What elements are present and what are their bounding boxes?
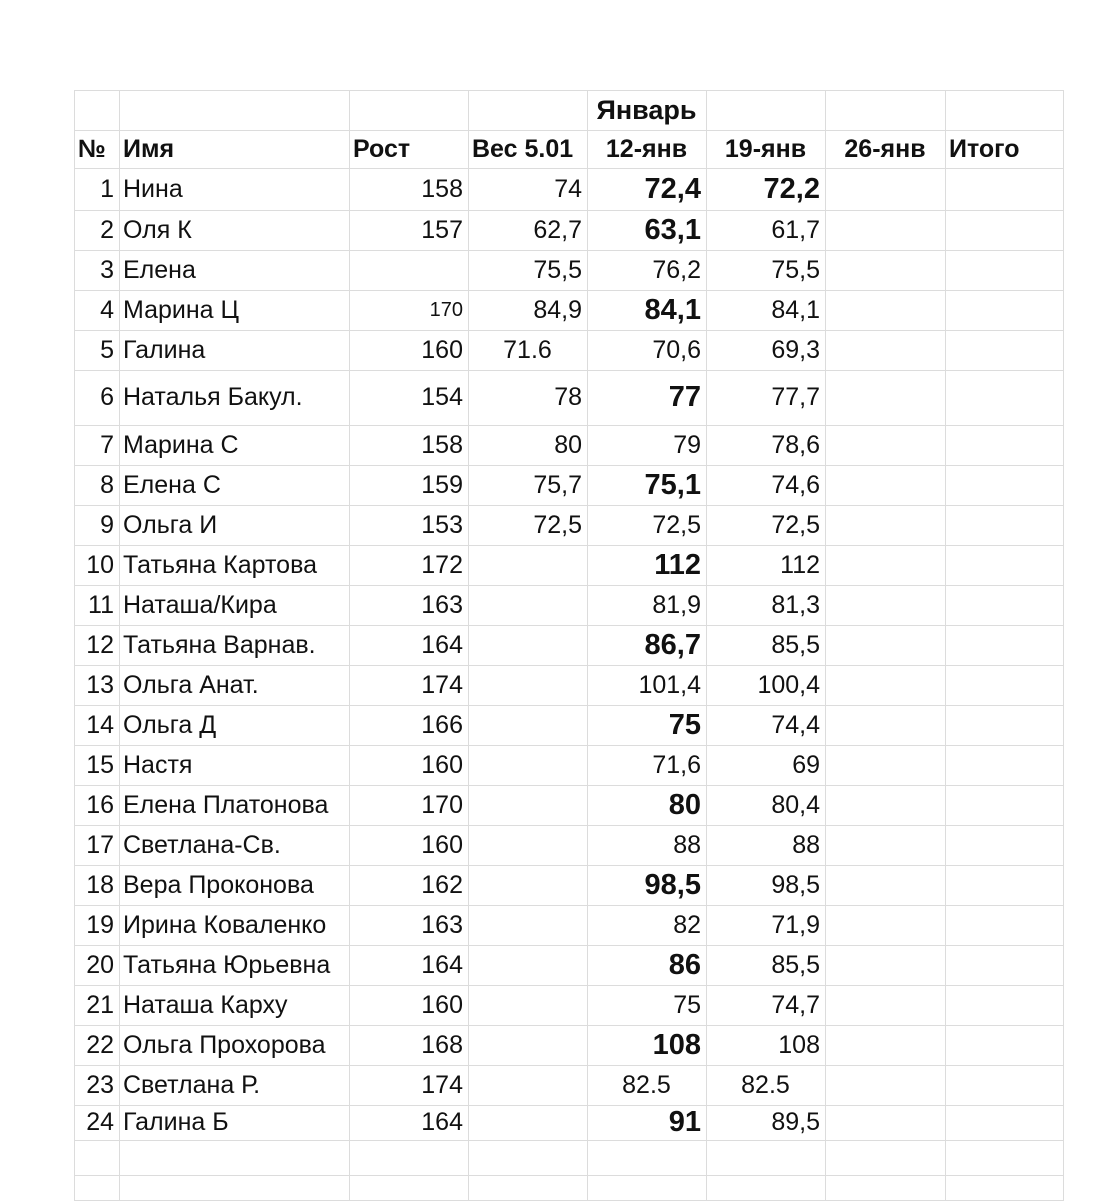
weight-0501-cell[interactable] bbox=[468, 865, 587, 905]
height-cell[interactable]: 164 bbox=[421, 1108, 463, 1136]
weight-1201-cell[interactable]: 75 bbox=[668, 708, 701, 741]
row-number-cell[interactable]: 9 bbox=[100, 510, 114, 539]
name-cell[interactable]: Елена Платонова bbox=[123, 790, 329, 819]
weight-0501-cell[interactable] bbox=[468, 665, 587, 705]
table-row bbox=[74, 505, 1064, 545]
name-cell[interactable]: Марина Ц bbox=[123, 295, 240, 324]
column-header-row bbox=[74, 130, 1064, 168]
weight-2601-cell[interactable] bbox=[825, 705, 945, 745]
row-number-cell[interactable]: 23 bbox=[86, 1070, 114, 1099]
table-row bbox=[74, 945, 1064, 985]
height-cell[interactable]: 158 bbox=[421, 174, 463, 203]
weight-1901-cell[interactable]: 98,5 bbox=[771, 870, 820, 899]
weight-2601-cell[interactable] bbox=[825, 290, 945, 330]
weight-2601-cell[interactable] bbox=[825, 865, 945, 905]
name-cell[interactable]: Ирина Коваленко bbox=[123, 910, 327, 939]
weight-0501-cell[interactable] bbox=[468, 945, 587, 985]
name-cell[interactable]: Галина Б bbox=[123, 1108, 229, 1136]
weight-1901-cell[interactable]: 74,4 bbox=[771, 710, 820, 739]
table-row bbox=[74, 330, 1064, 370]
total-cell[interactable] bbox=[945, 905, 1064, 945]
weight-1901-cell[interactable]: 69 bbox=[792, 750, 820, 779]
name-cell[interactable]: Ольга Анат. bbox=[123, 670, 259, 699]
weight-1201-cell[interactable]: 79 bbox=[673, 430, 701, 459]
row-number-cell[interactable]: 7 bbox=[100, 430, 114, 459]
weight-1201-cell[interactable]: 80 bbox=[668, 788, 701, 821]
weight-1901-cell[interactable]: 74,6 bbox=[771, 470, 820, 499]
total-cell[interactable] bbox=[945, 625, 1064, 665]
table-row bbox=[74, 1065, 1064, 1105]
weight-1201-cell[interactable]: 82 bbox=[673, 910, 701, 939]
weight-1901-cell[interactable]: 108 bbox=[778, 1030, 820, 1059]
weight-0501-cell[interactable] bbox=[468, 1065, 587, 1105]
grid-row-line bbox=[74, 1175, 1064, 1176]
total-cell[interactable] bbox=[945, 425, 1064, 465]
table-row bbox=[74, 1025, 1064, 1065]
weight-1901-cell[interactable]: 82.5 bbox=[741, 1070, 790, 1099]
weight-0501-cell[interactable]: 72,5 bbox=[533, 510, 582, 539]
weight-2601-cell[interactable] bbox=[825, 625, 945, 665]
total-cell[interactable] bbox=[945, 505, 1064, 545]
weight-0501-cell[interactable]: 71.6 bbox=[503, 335, 552, 364]
weight-2601-cell[interactable] bbox=[825, 745, 945, 785]
row-number-cell[interactable]: 2 bbox=[100, 215, 114, 244]
weight-0501-cell[interactable]: 84,9 bbox=[533, 295, 582, 324]
weight-1201-cell[interactable]: 72,4 bbox=[644, 172, 701, 205]
name-cell[interactable]: Марина С bbox=[123, 430, 239, 459]
total-cell[interactable] bbox=[945, 1065, 1064, 1105]
weight-2601-cell[interactable] bbox=[825, 665, 945, 705]
header-weight-2601-cell[interactable]: 26-янв bbox=[844, 134, 926, 163]
weight-1901-cell[interactable]: 72,5 bbox=[771, 510, 820, 539]
row-number-cell[interactable]: 3 bbox=[100, 255, 114, 284]
table-row bbox=[74, 585, 1064, 625]
weight-2601-cell[interactable] bbox=[825, 425, 945, 465]
total-cell[interactable] bbox=[945, 250, 1064, 290]
table-row bbox=[74, 625, 1064, 665]
weight-2601-cell[interactable] bbox=[825, 985, 945, 1025]
row-number-cell[interactable]: 21 bbox=[86, 990, 114, 1019]
row-number-cell[interactable]: 22 bbox=[86, 1030, 114, 1059]
weight-1201-cell[interactable]: 71,6 bbox=[652, 750, 701, 779]
row-number-cell[interactable]: 4 bbox=[100, 295, 114, 324]
row-number-cell[interactable]: 19 bbox=[86, 910, 114, 939]
total-cell[interactable] bbox=[945, 290, 1064, 330]
height-cell[interactable]: 162 bbox=[421, 870, 463, 899]
weight-2601-cell[interactable] bbox=[825, 505, 945, 545]
table-row bbox=[74, 785, 1064, 825]
row-number-cell[interactable]: 15 bbox=[86, 750, 114, 779]
row-number-cell[interactable]: 14 bbox=[86, 710, 114, 739]
height-cell[interactable]: 166 bbox=[421, 710, 463, 739]
name-cell[interactable]: Вера Проконова bbox=[123, 870, 314, 899]
name-cell[interactable]: Елена С bbox=[123, 470, 221, 499]
name-cell[interactable]: Наташа Карху bbox=[123, 990, 288, 1019]
height-cell[interactable] bbox=[349, 250, 468, 290]
header-weight-0501-cell[interactable]: Вес 5.01 bbox=[472, 134, 574, 163]
total-cell[interactable] bbox=[945, 825, 1064, 865]
name-cell[interactable]: Наташа/Кира bbox=[123, 590, 277, 619]
total-cell[interactable] bbox=[945, 1105, 1064, 1140]
table-row bbox=[74, 250, 1064, 290]
table-row bbox=[74, 545, 1064, 585]
weight-1901-cell[interactable]: 72,2 bbox=[763, 172, 820, 205]
weight-0501-cell[interactable] bbox=[468, 1105, 587, 1140]
height-cell[interactable]: 164 bbox=[421, 950, 463, 979]
weight-1201-cell[interactable]: 75,1 bbox=[644, 468, 701, 501]
weight-2601-cell[interactable] bbox=[825, 585, 945, 625]
height-cell[interactable]: 160 bbox=[421, 335, 463, 364]
table-row bbox=[74, 465, 1064, 505]
total-cell[interactable] bbox=[945, 945, 1064, 985]
table-row bbox=[74, 745, 1064, 785]
weight-1201-cell[interactable]: 77 bbox=[668, 381, 701, 413]
height-cell[interactable]: 174 bbox=[421, 1070, 463, 1099]
weight-2601-cell[interactable] bbox=[825, 1065, 945, 1105]
weight-0501-cell[interactable]: 75,7 bbox=[533, 470, 582, 499]
name-cell[interactable]: Светлана-Св. bbox=[123, 830, 281, 859]
total-cell[interactable] bbox=[945, 985, 1064, 1025]
grid-row-line bbox=[74, 1140, 1064, 1141]
weight-0501-cell[interactable]: 62,7 bbox=[533, 215, 582, 244]
row-number-cell[interactable]: 12 bbox=[86, 630, 114, 659]
weight-1901-cell[interactable]: 81,3 bbox=[771, 590, 820, 619]
name-cell[interactable]: Галина bbox=[123, 335, 206, 364]
row-number-cell[interactable]: 8 bbox=[100, 470, 114, 499]
row-number-cell[interactable]: 24 bbox=[86, 1108, 114, 1136]
weight-1901-cell[interactable]: 89,5 bbox=[771, 1108, 820, 1136]
total-cell[interactable] bbox=[945, 1025, 1064, 1065]
header-name-cell[interactable]: Имя bbox=[123, 134, 175, 163]
weight-2601-cell[interactable] bbox=[825, 210, 945, 250]
table-row bbox=[74, 1105, 1064, 1140]
weight-0501-cell[interactable]: 78 bbox=[554, 383, 582, 411]
total-cell[interactable] bbox=[945, 705, 1064, 745]
row-number-cell[interactable]: 13 bbox=[86, 670, 114, 699]
weight-1201-cell[interactable]: 86 bbox=[668, 948, 701, 981]
row-number-cell[interactable]: 20 bbox=[86, 950, 114, 979]
table-row bbox=[74, 705, 1064, 745]
table-row bbox=[74, 425, 1064, 465]
weight-2601-cell[interactable] bbox=[825, 168, 945, 210]
weight-0501-cell[interactable] bbox=[468, 785, 587, 825]
weight-1201-cell[interactable]: 84,1 bbox=[644, 293, 701, 326]
table-row bbox=[74, 290, 1064, 330]
weight-0501-cell[interactable] bbox=[468, 705, 587, 745]
height-cell[interactable]: 153 bbox=[421, 510, 463, 539]
weight-2601-cell[interactable] bbox=[825, 945, 945, 985]
weight-1901-cell[interactable]: 80,4 bbox=[771, 790, 820, 819]
weight-1901-cell[interactable]: 78,6 bbox=[771, 430, 820, 459]
weight-1901-cell[interactable]: 85,5 bbox=[771, 950, 820, 979]
weight-0501-cell[interactable] bbox=[468, 545, 587, 585]
weight-2601-cell[interactable] bbox=[825, 330, 945, 370]
total-cell[interactable] bbox=[945, 585, 1064, 625]
weight-1901-cell[interactable]: 77,7 bbox=[771, 383, 820, 411]
total-cell[interactable] bbox=[945, 865, 1064, 905]
header-weight-1201-cell[interactable]: 12-янв bbox=[605, 134, 688, 163]
table-row bbox=[74, 865, 1064, 905]
total-cell[interactable] bbox=[945, 745, 1064, 785]
name-cell[interactable]: Настя bbox=[123, 750, 193, 779]
height-cell[interactable]: 157 bbox=[421, 215, 463, 244]
weight-1901-cell[interactable]: 69,3 bbox=[771, 335, 820, 364]
weight-1901-cell[interactable]: 75,5 bbox=[771, 255, 820, 284]
height-cell[interactable]: 160 bbox=[421, 750, 463, 779]
weight-1201-cell[interactable]: 88 bbox=[673, 830, 701, 859]
weight-1901-cell[interactable]: 88 bbox=[792, 830, 820, 859]
height-cell[interactable]: 158 bbox=[421, 430, 463, 459]
weight-0501-cell[interactable]: 80 bbox=[554, 430, 582, 459]
name-cell[interactable]: Ольга Д bbox=[123, 710, 217, 739]
height-cell[interactable]: 163 bbox=[421, 590, 463, 619]
weight-1201-cell[interactable]: 72,5 bbox=[652, 510, 701, 539]
weight-1201-cell[interactable]: 70,6 bbox=[652, 335, 701, 364]
row-number-cell[interactable]: 11 bbox=[88, 590, 114, 619]
weight-0501-cell[interactable]: 75,5 bbox=[533, 255, 582, 284]
weight-1201-cell[interactable]: 91 bbox=[668, 1106, 701, 1138]
height-cell[interactable]: 154 bbox=[421, 383, 463, 411]
weight-1201-cell[interactable]: 101,4 bbox=[638, 670, 701, 699]
table-row bbox=[74, 665, 1064, 705]
height-cell[interactable]: 170 bbox=[429, 298, 463, 321]
height-cell[interactable]: 168 bbox=[421, 1030, 463, 1059]
weight-2601-cell[interactable] bbox=[825, 785, 945, 825]
weight-2601-cell[interactable] bbox=[825, 250, 945, 290]
name-cell[interactable]: Ольга Прохорова bbox=[123, 1030, 326, 1059]
total-cell[interactable] bbox=[945, 465, 1064, 505]
height-cell[interactable]: 170 bbox=[421, 790, 463, 819]
table-row bbox=[74, 905, 1064, 945]
month-label-cell[interactable]: Январь bbox=[596, 94, 697, 125]
total-cell[interactable] bbox=[945, 330, 1064, 370]
table-row bbox=[74, 825, 1064, 865]
weight-0501-cell[interactable] bbox=[468, 625, 587, 665]
total-cell[interactable] bbox=[945, 545, 1064, 585]
header-height-cell[interactable]: Рост bbox=[353, 134, 411, 163]
month-header-row bbox=[74, 90, 1064, 130]
weight-1901-cell[interactable]: 71,9 bbox=[771, 910, 820, 939]
weight-0501-cell[interactable] bbox=[468, 585, 587, 625]
height-cell[interactable]: 160 bbox=[421, 990, 463, 1019]
weight-0501-cell[interactable] bbox=[468, 905, 587, 945]
weight-1901-cell[interactable]: 74,7 bbox=[771, 990, 820, 1019]
header-total-cell[interactable]: Итого bbox=[949, 134, 1020, 163]
total-cell[interactable] bbox=[945, 785, 1064, 825]
height-cell[interactable]: 174 bbox=[421, 670, 463, 699]
name-cell[interactable]: Татьяна Варнав. bbox=[123, 630, 316, 659]
weight-1201-cell[interactable]: 108 bbox=[652, 1028, 701, 1061]
height-cell[interactable]: 159 bbox=[421, 470, 463, 499]
total-cell[interactable] bbox=[945, 210, 1064, 250]
weight-1901-cell[interactable]: 85,5 bbox=[771, 630, 820, 659]
row-number-cell[interactable]: 17 bbox=[86, 830, 114, 859]
weight-1901-cell[interactable]: 84,1 bbox=[771, 295, 820, 324]
weight-2601-cell[interactable] bbox=[825, 1105, 945, 1140]
name-cell[interactable]: Татьяна Юрьевна bbox=[123, 950, 331, 979]
weight-2601-cell[interactable] bbox=[825, 905, 945, 945]
weight-1201-cell[interactable]: 81,9 bbox=[652, 590, 701, 619]
weight-1901-cell[interactable]: 112 bbox=[780, 550, 820, 579]
height-cell[interactable]: 163 bbox=[421, 910, 463, 939]
name-cell[interactable]: Нина bbox=[123, 174, 183, 203]
weight-1201-cell[interactable]: 75 bbox=[673, 990, 701, 1019]
weight-2601-cell[interactable] bbox=[825, 465, 945, 505]
weight-0501-cell[interactable] bbox=[468, 1025, 587, 1065]
spreadsheet-grid bbox=[74, 90, 1064, 1200]
table-row bbox=[74, 168, 1064, 210]
height-cell[interactable]: 160 bbox=[421, 830, 463, 859]
row-number-cell[interactable]: 16 bbox=[86, 790, 114, 819]
weight-0501-cell[interactable]: 74 bbox=[554, 174, 582, 203]
total-cell[interactable] bbox=[945, 665, 1064, 705]
weight-1901-cell[interactable]: 61,7 bbox=[771, 215, 820, 244]
name-cell[interactable]: Светлана Р. bbox=[123, 1070, 261, 1099]
table-row bbox=[74, 985, 1064, 1025]
height-cell[interactable]: 172 bbox=[421, 550, 463, 579]
name-cell[interactable]: Татьяна Картова bbox=[123, 550, 317, 579]
table-row bbox=[74, 210, 1064, 250]
name-cell[interactable]: Наталья Бакул. bbox=[123, 383, 303, 411]
row-number-cell[interactable]: 18 bbox=[86, 870, 114, 899]
total-cell[interactable] bbox=[945, 168, 1064, 210]
weight-1901-cell[interactable]: 100,4 bbox=[757, 670, 820, 699]
row-number-cell[interactable]: 1 bbox=[100, 174, 114, 203]
table-row bbox=[74, 370, 1064, 425]
weight-2601-cell[interactable] bbox=[825, 370, 945, 425]
row-number-cell[interactable]: 6 bbox=[100, 383, 114, 411]
weight-1201-cell[interactable]: 82.5 bbox=[622, 1070, 671, 1099]
name-cell[interactable]: Оля К bbox=[123, 215, 192, 244]
weight-1201-cell[interactable]: 63,1 bbox=[644, 213, 701, 246]
weight-2601-cell[interactable] bbox=[825, 825, 945, 865]
weight-1201-cell[interactable]: 112 bbox=[654, 548, 701, 581]
weight-2601-cell[interactable] bbox=[825, 545, 945, 585]
weight-2601-cell[interactable] bbox=[825, 1025, 945, 1065]
weight-1201-cell[interactable]: 76,2 bbox=[652, 255, 701, 284]
total-cell[interactable] bbox=[945, 370, 1064, 425]
weight-1201-cell[interactable]: 86,7 bbox=[644, 628, 701, 661]
header-weight-1901-cell[interactable]: 19-янв bbox=[724, 134, 807, 163]
height-cell[interactable]: 164 bbox=[421, 630, 463, 659]
weight-0501-cell[interactable] bbox=[468, 985, 587, 1025]
weight-0501-cell[interactable] bbox=[468, 825, 587, 865]
weight-0501-cell[interactable] bbox=[468, 745, 587, 785]
row-number-cell[interactable]: 10 bbox=[86, 550, 114, 579]
name-cell[interactable]: Елена bbox=[123, 255, 196, 284]
header-num-cell[interactable]: № bbox=[78, 134, 106, 163]
row-number-cell[interactable]: 5 bbox=[100, 335, 114, 364]
weight-1201-cell[interactable]: 98,5 bbox=[644, 868, 701, 901]
name-cell[interactable]: Ольга И bbox=[123, 510, 218, 539]
